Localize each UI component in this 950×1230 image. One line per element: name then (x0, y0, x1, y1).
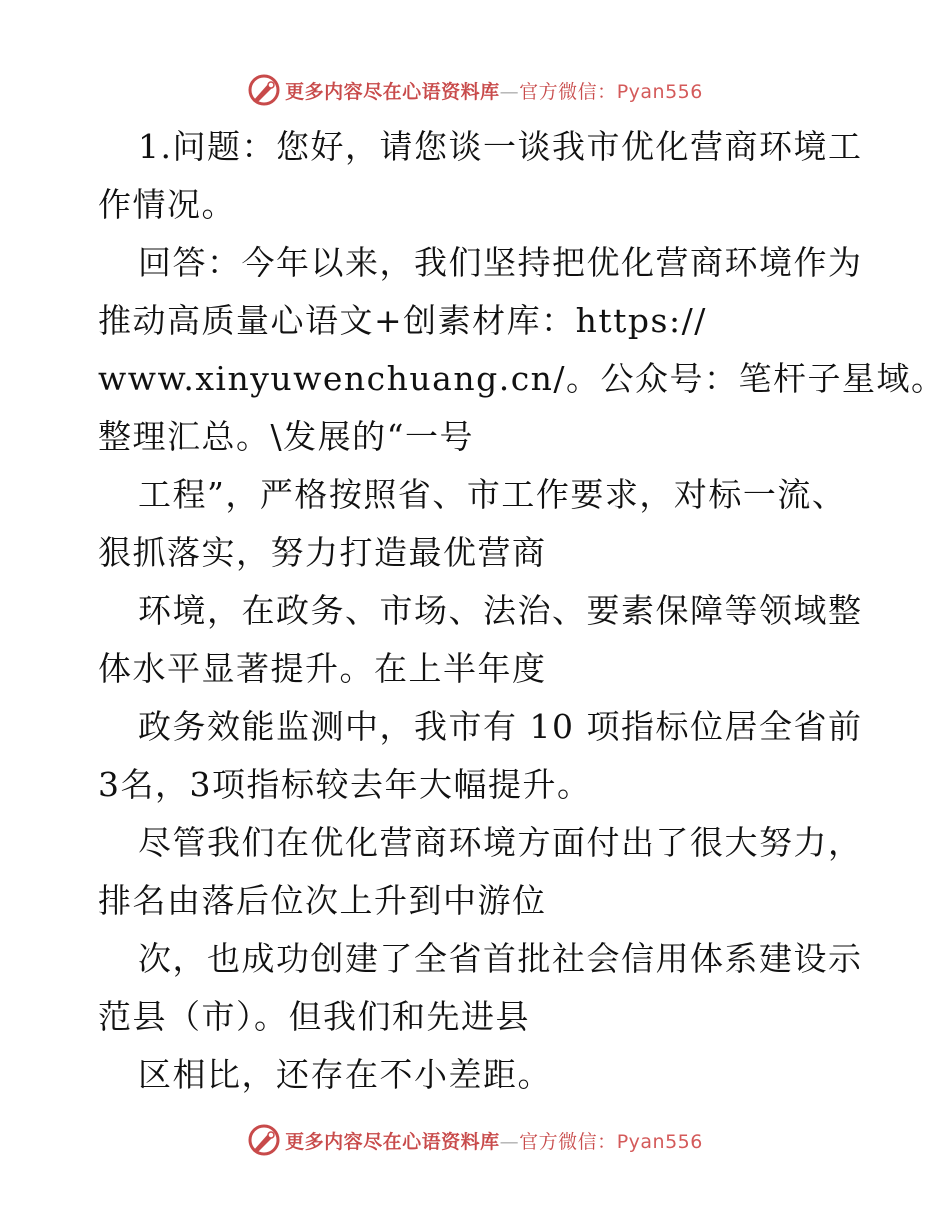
watermark-wechat-id: Pyan556 (616, 1130, 703, 1153)
watermark-text (285, 1127, 703, 1154)
watermark-brand: 更多内容尽在心语资料库 (285, 80, 500, 103)
text-line: 区相比，还存在不小差距。 (138, 1055, 552, 1094)
footer-watermark (0, 1120, 950, 1160)
text-line: 3名，3项指标较去年大幅提升。 (98, 765, 592, 804)
text-line: 体水平显著提升。在上半年度 (98, 649, 547, 688)
watermark-brand: 更多内容尽在心语资料库 (285, 1130, 500, 1153)
watermark-official: 官方微信： (519, 80, 617, 103)
text-line: 推动高质量心语文+创素材库：https:// (98, 301, 707, 340)
watermark-wechat-id: Pyan556 (616, 80, 703, 103)
text-line: 狠抓落实，努力打造最优营商 (98, 533, 547, 572)
text-line: www.xinyuwenchuang.cn/。公众号：笔杆子星域。 (98, 359, 946, 398)
watermark-official: 官方微信： (519, 1130, 617, 1153)
text-line: 排名由落后位次上升到中游位 (98, 881, 547, 920)
text-line: 工程”，严格按照省、市工作要求，对标一流、 (138, 475, 847, 514)
header-watermark (0, 70, 950, 110)
text-line: 整理汇总。\发展的“一号 (98, 417, 474, 456)
watermark-text (285, 77, 703, 104)
pen-nib-logo-icon (247, 1123, 281, 1157)
text-line: 次，也成功创建了全省首批社会信用体系建设示 (138, 939, 863, 978)
watermark-separator: — (499, 1130, 520, 1153)
text-line: 作情况。 (98, 185, 236, 224)
text-line: 范县（市）。但我们和先进县 (98, 997, 530, 1036)
text-line: 回答：今年以来，我们坚持把优化营商环境作为 (138, 243, 863, 282)
text-line: 环境，在政务、市场、法治、要素保障等领域整 (138, 591, 863, 630)
text-line: 政务效能监测中，我市有 10 项指标位居全省前 (138, 707, 863, 746)
text-line: 尽管我们在优化营商环境方面付出了很大努力， (138, 823, 863, 862)
text-line: 1.问题：您好，请您谈一谈我市优化营商环境工 (138, 127, 863, 166)
pen-nib-logo-icon (247, 73, 281, 107)
watermark-separator: — (499, 80, 520, 103)
